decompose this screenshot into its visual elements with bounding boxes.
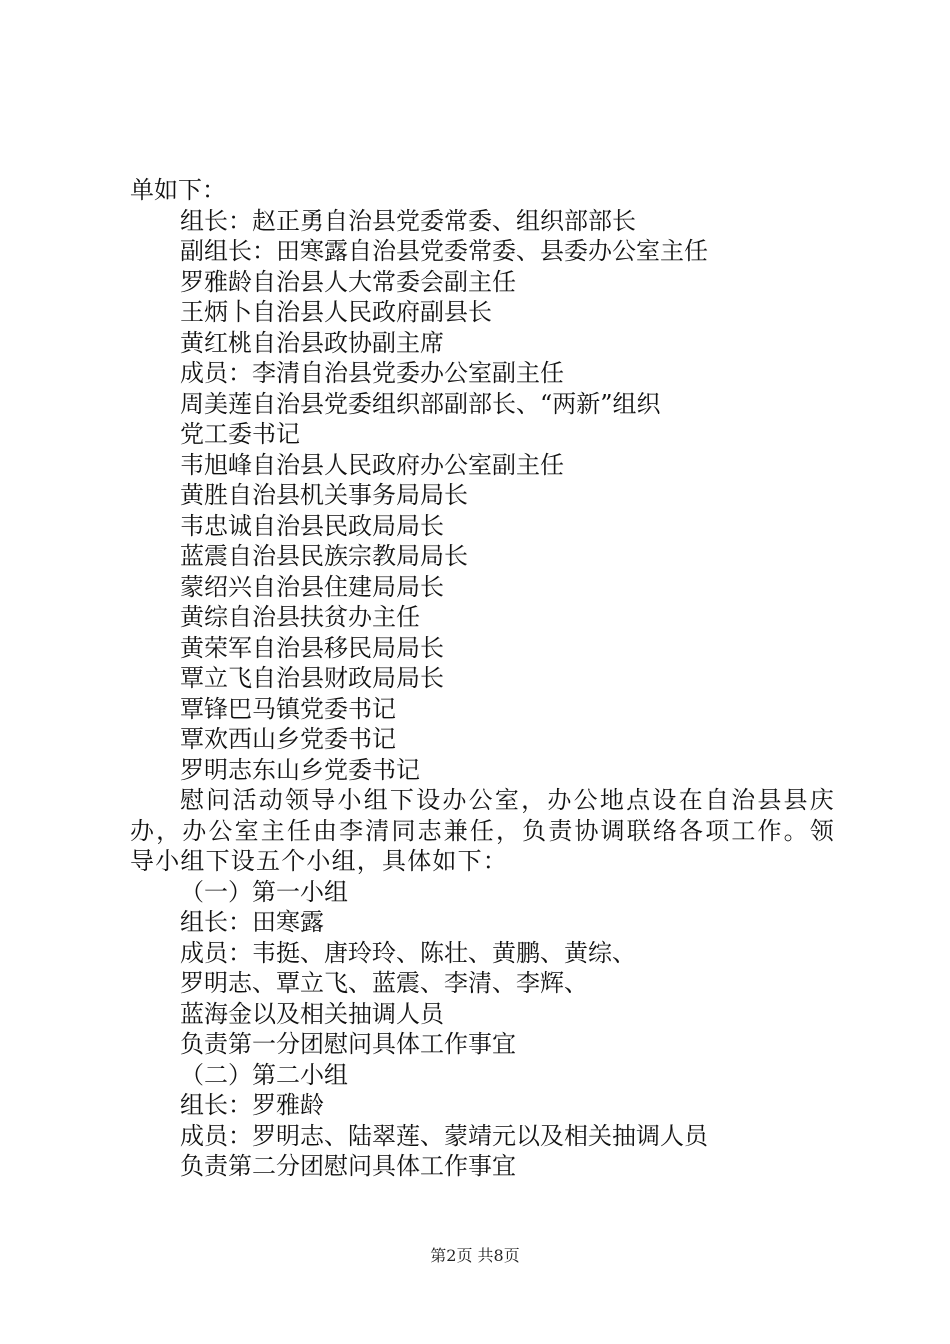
text-line: 韦旭峰自治县人民政府办公室副主任 — [180, 450, 564, 479]
text-line: 黄综自治县扶贫办主任 — [180, 603, 420, 631]
text-line: 罗雅龄自治县人大常委会副主任 — [180, 267, 516, 296]
text-line: 覃锋巴马镇党委书记 — [180, 694, 396, 723]
text-line: 成员：韦挺、唐玲玲、陈壮、黄鹏、黄综、 — [180, 938, 636, 967]
text-line: 组长：罗雅龄 — [180, 1091, 324, 1119]
text-line: 党工委书记 — [180, 420, 300, 448]
text-line: 覃立飞自治县财政局局长 — [180, 664, 444, 692]
text-line: 成员：罗明志、陆翠莲、蒙靖元以及相关抽调人员 — [180, 1121, 708, 1150]
office-paragraph: 慰问活动领导小组下设办公室，办公地点设在自治县县庆办，办公室主任由李清同志兼任，负责协调联络各项工作。领导小组下设五个小组，具体如下： — [130, 786, 835, 875]
text-line: 王炳卜自治县人民政府副县长 — [180, 298, 492, 326]
document-body — [130, 175, 835, 1182]
text-line: 黄红桃自治县政协副主席 — [180, 328, 444, 357]
text-line: 周美莲自治县党委组织部副部长、“两新”组织 — [180, 389, 661, 418]
text-line: 组长：赵正勇自治县党委常委、组织部部长 — [180, 206, 636, 235]
text-line: 蓝震自治县民族宗教局局长 — [180, 542, 468, 570]
section-heading: （一）第一小组 — [180, 877, 348, 906]
text-line: 组长：田寒露 — [180, 908, 324, 936]
text-line: 罗明志东山乡党委书记 — [180, 755, 420, 784]
text-line: 负责第二分团慰问具体工作事宜 — [180, 1152, 516, 1180]
text-line: 成员：李清自治县党委办公室副主任 — [180, 359, 564, 387]
text-line: 黄荣军自治县移民局局长 — [180, 633, 444, 662]
section-heading: （二）第二小组 — [180, 1060, 348, 1089]
page-number-footer: 第2页 共8页 — [430, 1246, 520, 1265]
text-line: 黄胜自治县机关事务局局长 — [180, 481, 468, 509]
text-line: 负责第一分团慰问具体工作事宜 — [180, 1030, 516, 1058]
text-line: 韦忠诚自治县民政局局长 — [180, 511, 444, 540]
text-line: 覃欢西山乡党委书记 — [180, 725, 396, 753]
text-line: 副组长：田寒露自治县党委常委、县委办公室主任 — [180, 237, 708, 265]
text-line: 单如下： — [130, 176, 226, 204]
text-line: 罗明志、覃立飞、蓝震、李清、李辉、 — [180, 969, 588, 997]
text-line: 蒙绍兴自治县住建局局长 — [180, 572, 444, 601]
text-line: 蓝海金以及相关抽调人员 — [180, 999, 444, 1028]
